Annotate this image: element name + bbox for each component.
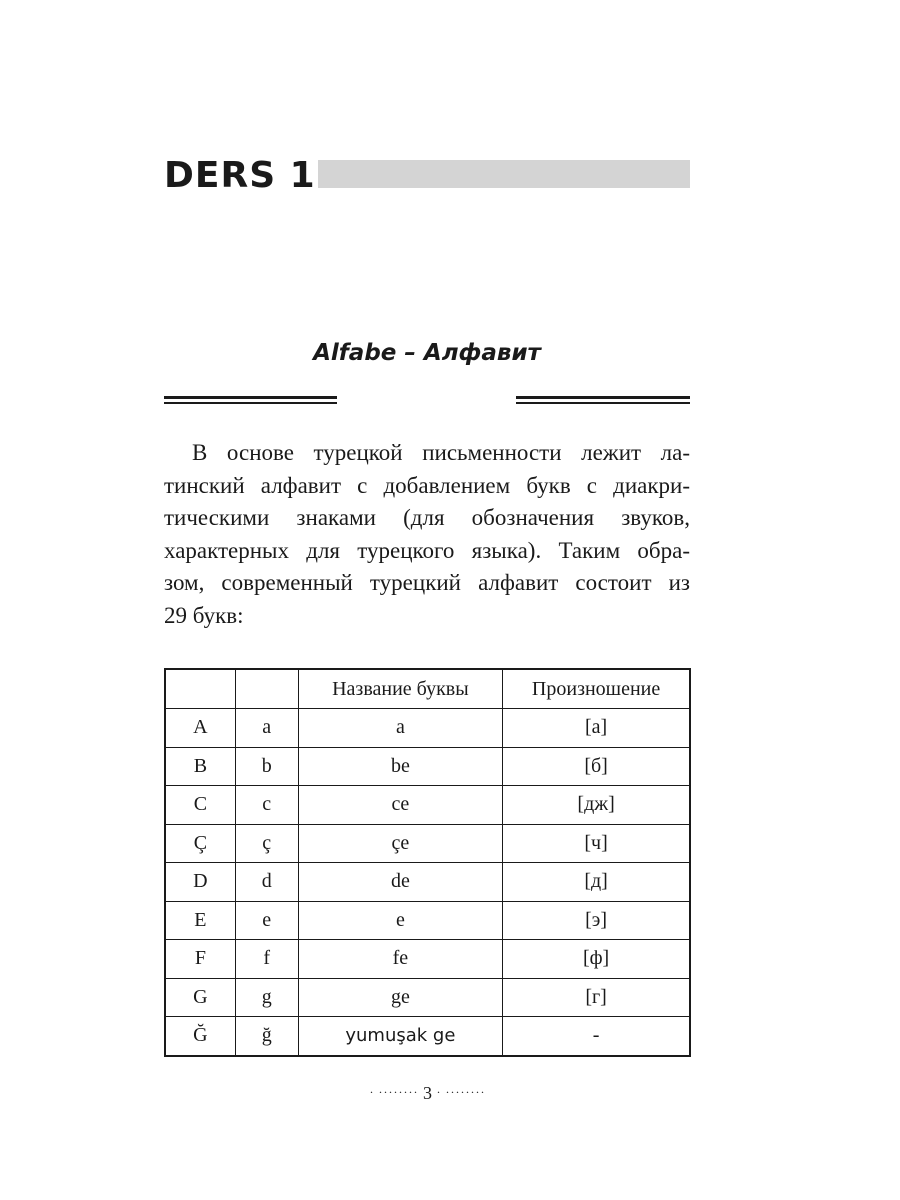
uppercase-letter: E [165, 901, 235, 940]
table-row [165, 978, 690, 1017]
uppercase-letter: B [165, 747, 235, 786]
intro-line: тическими знаками (для обозначения звуков, [164, 505, 690, 530]
header-cell-pronunciation: Произношение [503, 669, 690, 709]
pronunciation: [б] [503, 747, 690, 786]
letter-name: ce [298, 786, 503, 825]
letter-name: fe [298, 940, 503, 979]
header-cell-uppercase [165, 669, 235, 709]
lowercase-letter: f [235, 940, 298, 979]
intro-line: 29 букв: [164, 602, 244, 628]
alphabet-table [164, 668, 691, 1057]
uppercase-letter: Ç [165, 824, 235, 863]
pronunciation: - [503, 1017, 690, 1056]
pronunciation: [д] [503, 863, 690, 902]
letter-name: ge [298, 978, 503, 1017]
uppercase-letter: F [165, 940, 235, 979]
uppercase-letter: Ğ [165, 1017, 235, 1056]
table-row [165, 786, 690, 825]
pronunciation: [а] [503, 709, 690, 748]
intro-line: зом, современный турецкий алфавит состоит из [164, 570, 690, 595]
table-row [165, 824, 690, 863]
header-cell-letter-name: Название буквы [298, 669, 503, 709]
double-rule-left [164, 396, 337, 404]
lowercase-letter: g [235, 978, 298, 1017]
table-header-row [165, 669, 690, 709]
letter-name: a [298, 709, 503, 748]
lowercase-letter: d [235, 863, 298, 902]
page-number: 3 [423, 1083, 432, 1103]
footer-dots-right: · ········ [436, 1085, 486, 1099]
lowercase-letter: ç [235, 824, 298, 863]
header-cell-lowercase [235, 669, 298, 709]
letter-name: yumuşak ge [298, 1017, 503, 1056]
lowercase-letter: c [235, 786, 298, 825]
lowercase-letter: b [235, 747, 298, 786]
letter-name: çe [298, 824, 503, 863]
table-row [165, 1017, 690, 1056]
uppercase-letter: C [165, 786, 235, 825]
intro-line: тинский алфавит с добавлением букв с диакри- [164, 472, 690, 498]
table-row [165, 863, 690, 902]
pronunciation: [ф] [503, 940, 690, 979]
lowercase-letter: e [235, 901, 298, 940]
uppercase-letter: D [165, 863, 235, 902]
page-footer [164, 1080, 691, 1105]
lesson-title: DERS 1 [164, 155, 316, 196]
uppercase-letter: G [165, 978, 235, 1017]
intro-paragraph [164, 437, 690, 632]
letter-name: e [298, 901, 503, 940]
lowercase-letter: ğ [235, 1017, 298, 1056]
intro-line: В основе турецкой письменности лежит ла- [192, 440, 690, 465]
letter-name: be [298, 747, 503, 786]
section-title: Alfabe – Алфавит [313, 340, 541, 366]
pronunciation: [г] [503, 978, 690, 1017]
intro-line: характерных для турецкого языка). Таким обра- [164, 537, 690, 563]
uppercase-letter: A [165, 709, 235, 748]
letter-name: de [298, 863, 503, 902]
footer-dots-left: · ········ [369, 1085, 419, 1099]
double-rule-right [516, 396, 690, 404]
table-row [165, 940, 690, 979]
lowercase-letter: a [235, 709, 298, 748]
table-row [165, 709, 690, 748]
table-row [165, 901, 690, 940]
pronunciation: [ч] [503, 824, 690, 863]
pronunciation: [э] [503, 901, 690, 940]
pronunciation: [дж] [503, 786, 690, 825]
table-row [165, 747, 690, 786]
title-gray-bar [318, 160, 690, 188]
